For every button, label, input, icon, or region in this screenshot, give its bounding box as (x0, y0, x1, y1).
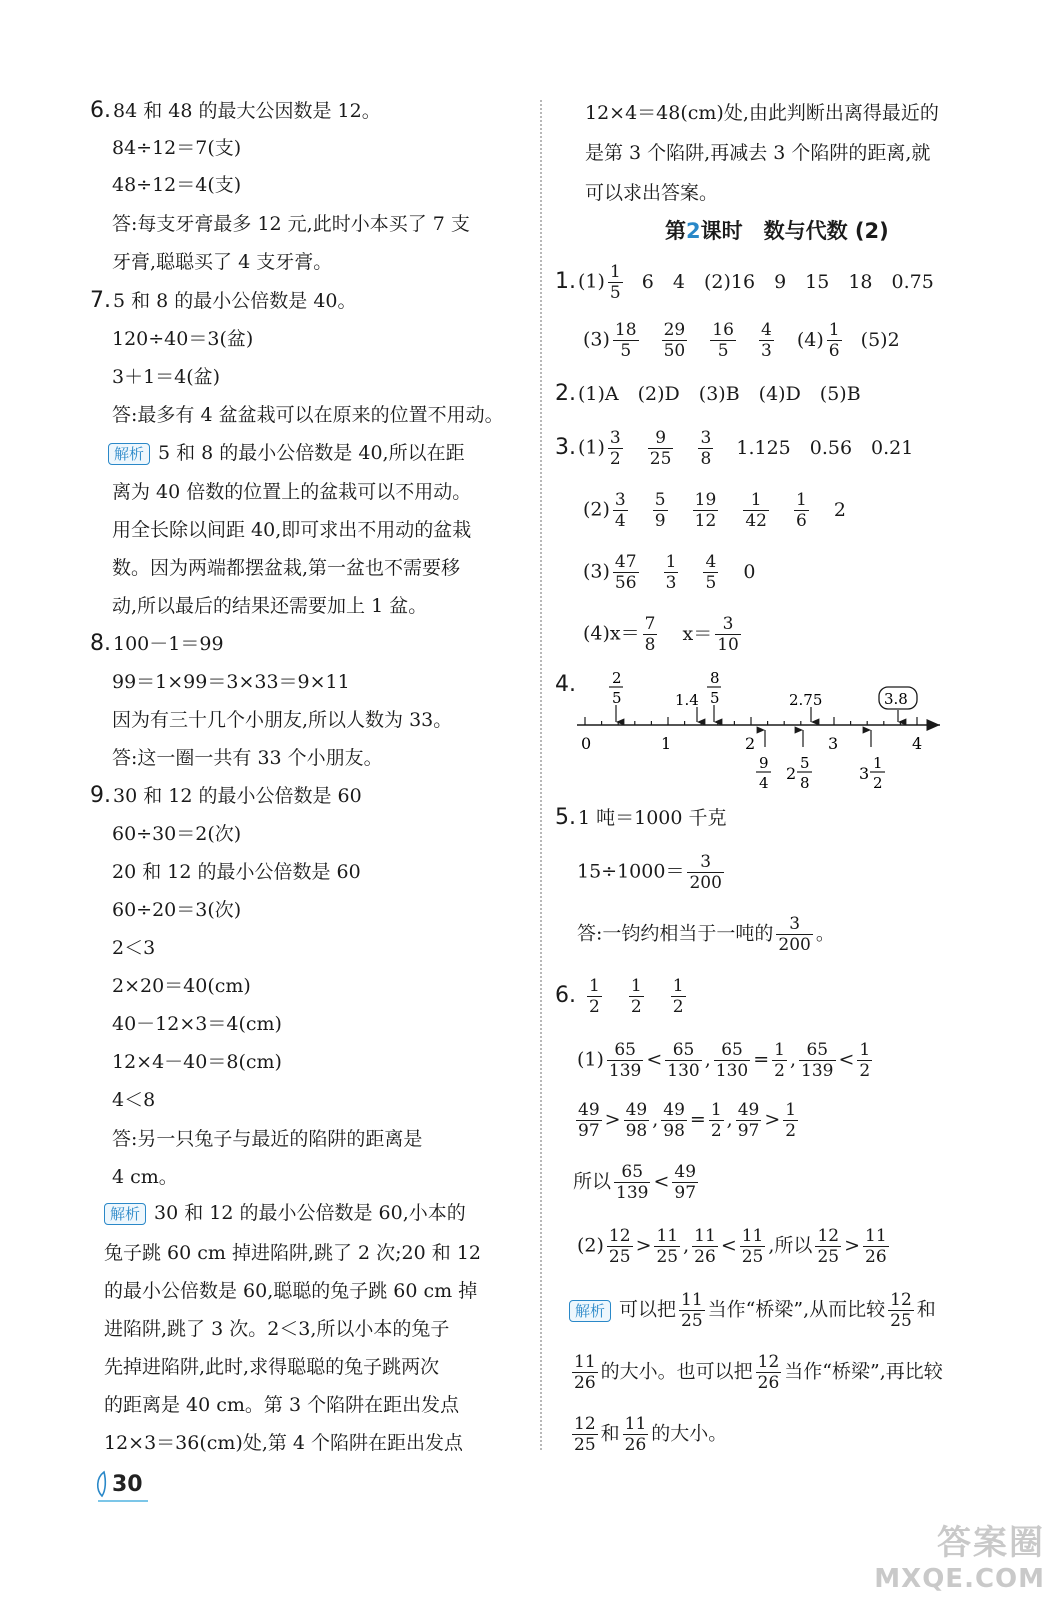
label-9-4-num: 9 (759, 754, 769, 772)
q7-analysis-1: 解析 5 和 8 的最小公倍数是 40,所以在距 (108, 440, 465, 466)
q9-line2: 60÷30＝2(次) (112, 823, 242, 845)
label-4: 4 (912, 734, 923, 753)
label-0: 0 (581, 734, 592, 753)
q7-analysis-5: 动,所以最后的结果还需要加上 1 盆。 (112, 595, 428, 617)
q5-line1: 5. 1 吨＝1000 千克 (555, 805, 727, 830)
fraction: $\frac{4}{3}$ (760, 320, 772, 361)
number-line-ticks (585, 717, 917, 725)
fraction: $\frac{1}{6}$ (828, 320, 840, 361)
label-8-5-num: 8 (710, 669, 720, 687)
label-2-5-num: 2 (612, 669, 622, 687)
q6-line3: 48÷12＝4(支) (112, 174, 242, 196)
fraction: $\frac{16}{5}$ (712, 320, 734, 361)
q7-line2: 120÷40＝3(盆) (112, 328, 254, 350)
fraction: $\frac{4}{5}$ (705, 552, 717, 593)
continued-line2: 是第 3 个陷阱,再减去 3 个陷阱的距离,就 (585, 142, 931, 164)
label-2-5-8-den: 8 (800, 774, 810, 792)
fraction: $\frac{11}{25}$ (681, 1290, 703, 1331)
q8-line2: 99＝1×99＝3×33＝9×11 (112, 671, 350, 693)
q1-row1: 1. (1) $\frac{1}{5}$ 6 4 (2)16 9 15 18 0.75 (555, 262, 934, 303)
fraction: $\frac{29}{50}$ (663, 320, 686, 361)
label-3-1-2-num: 1 (873, 754, 883, 772)
q8-line1: 8. 100－1＝99 (90, 631, 224, 656)
label-8-5-den: 5 (710, 689, 720, 707)
lesson-heading: 第2课时 数与代数 (2) (665, 219, 889, 243)
fraction: $\frac{11}{25}$ (741, 1226, 764, 1267)
q9-line6: 2×20＝40(cm) (112, 975, 251, 997)
fraction: $\frac{12}{25}$ (817, 1226, 840, 1267)
fraction: $\frac{1}{2}$ (785, 1100, 797, 1141)
fraction: $\frac{3}{200}$ (689, 852, 722, 893)
q9-line3: 20 和 12 的最小公倍数是 60 (112, 861, 361, 883)
label-1-4: 1.4 (675, 691, 699, 709)
continued-line1: 12×4＝48(cm)处,由此判断出离得最近的 (585, 102, 939, 124)
q7-line1: 7. 5 和 8 的最小公倍数是 40。 (90, 288, 357, 313)
label-2: 2 (745, 734, 756, 753)
label-1: 1 (661, 734, 672, 753)
fraction: $\frac{7}{8}$ (644, 614, 656, 655)
q3-row4: (4)x＝ $\frac{7}{8}$ x＝ $\frac{3}{10}$ (583, 614, 739, 655)
q9-analysis-6: 的距离是 40 cm。第 3 个陷阱在距出发点 (104, 1394, 460, 1416)
column-divider (540, 100, 542, 1450)
q2-line: 2. (1)A (2)D (3)B (4)D (5)B (555, 381, 861, 406)
q6-row2: (1) $\frac{65}{139}$ < $\frac{65}{130}$ , $\frac{65}{130}$ = $\frac{1}{2}$ , $\frac{65}{139}$ < $\frac{1}{2}$ (577, 1040, 871, 1081)
q6-analysis-3: $\frac{12}{25}$ 和 $\frac{11}{26}$ 的大小。 (574, 1414, 728, 1455)
fraction: $\frac{1}{42}$ (745, 490, 767, 531)
continued-line3: 可以求出答案。 (585, 182, 719, 204)
fraction: $\frac{65}{139}$ (801, 1040, 834, 1081)
fraction: $\frac{65}{130}$ (715, 1040, 749, 1081)
q9-line1: 9. 30 和 12 的最小公倍数是 60 (90, 783, 362, 808)
q7-analysis-2: 离为 40 倍数的位置上的盆栽可以不用动。 (112, 481, 472, 503)
label-2-5-den: 5 (612, 689, 622, 707)
fraction: $\frac{1}{2}$ (589, 976, 600, 1017)
q9-line11: 4 cm。 (112, 1166, 178, 1188)
fraction: $\frac{1}{3}$ (665, 552, 677, 593)
q5-answer: 答:一钧约相当于一吨的 $\frac{3}{200}$ 。 (577, 914, 835, 955)
fraction: $\frac{3}{8}$ (700, 428, 712, 469)
fraction: $\frac{18}{5}$ (614, 320, 637, 361)
q9-line8: 12×4－40＝8(cm) (112, 1051, 282, 1073)
fraction: $\frac{3}{10}$ (717, 614, 739, 655)
fraction: $\frac{1}{2}$ (774, 1040, 785, 1081)
fraction: $\frac{11}{26}$ (694, 1226, 716, 1267)
fraction: $\frac{11}{26}$ (865, 1226, 887, 1267)
fraction: $\frac{47}{56}$ (614, 552, 637, 593)
q9-analysis-7: 12×3＝36(cm)处,第 4 个陷阱在距出发点 (104, 1432, 464, 1454)
q8-line4: 答:这一圈一共有 33 个小朋友。 (112, 747, 383, 769)
fraction: $\frac{65}{139}$ (608, 1040, 642, 1081)
q7-analysis-3: 用全长除以间距 40,即可求出不用动的盆栽 (112, 519, 472, 541)
fraction: $\frac{3}{200}$ (778, 914, 811, 955)
fraction: $\frac{1}{6}$ (796, 490, 807, 531)
q9-line4: 60÷20＝3(次) (112, 899, 242, 921)
q6-line2: 84÷12＝7(支) (112, 137, 242, 159)
q6-analysis-1: 解析 可以把 $\frac{11}{25}$ 当作“桥梁”,从而比较 $\frac{12}{25}$ 和 (569, 1290, 936, 1331)
fraction: $\frac{65}{139}$ (616, 1162, 649, 1203)
q9-analysis-1: 解析 30 和 12 的最小公倍数是 60,小本的 (104, 1200, 466, 1226)
label-3-1-2-den: 2 (873, 774, 883, 792)
label-3-8: 3.8 (884, 690, 908, 708)
label-2-5-8-whole: 2 (786, 764, 797, 783)
label-2-75: 2.75 (789, 691, 823, 709)
fraction: $\frac{49}{97}$ (737, 1100, 760, 1141)
q5-line2: 15÷1000＝ $\frac{3}{200}$ (577, 852, 722, 893)
q6-line1: 6. 84 和 48 的最大公因数是 12。 (90, 98, 381, 123)
q9-analysis-2: 兔子跳 60 cm 掉进陷阱,跳了 2 次;20 和 12 (104, 1242, 481, 1264)
fraction: $\frac{49}{98}$ (625, 1100, 648, 1141)
fraction: $\frac{49}{97}$ (674, 1162, 697, 1203)
fraction: $\frac{1}{2}$ (710, 1100, 722, 1141)
number-line-figure (575, 665, 975, 800)
q6-analysis-2: $\frac{11}{26}$ 的大小。也可以把 $\frac{12}{26}$ 当作“桥梁”,再比较 (574, 1352, 943, 1393)
q3-row1: 3. (1) $\frac{3}{2}$ $\frac{9}{25}$ $\frac{3}{8}$ 1.125 0.56 0.21 (555, 428, 914, 469)
q8-line3: 因为有三十几个小朋友,所以人数为 33。 (112, 709, 453, 731)
fraction: $\frac{1}{2}$ (859, 1040, 871, 1081)
fraction: $\frac{5}{9}$ (654, 490, 666, 531)
q6-row3: $\frac{49}{97}$ > $\frac{49}{98}$ , $\frac{49}{98}$ = $\frac{1}{2}$ , $\frac{49}{97}$ > $\frac{1}{2}$ (578, 1100, 797, 1141)
fraction: $\frac{49}{97}$ (578, 1100, 600, 1141)
analysis-tag: 解析 (104, 1203, 146, 1225)
q9-line5: 2＜3 (112, 937, 156, 959)
analysis-tag: 解析 (108, 443, 150, 465)
q4-number: 4. (555, 672, 576, 697)
q6-row1: 6. $\frac{1}{2}$ $\frac{1}{2}$ $\frac{1}{2}$ (555, 976, 684, 1017)
fraction: $\frac{12}{25}$ (890, 1290, 912, 1331)
fraction: $\frac{11}{25}$ (656, 1226, 679, 1267)
q9-line7: 40－12×3＝4(cm) (112, 1013, 282, 1035)
fraction: $\frac{49}{98}$ (663, 1100, 685, 1141)
q9-analysis-3: 的最小公倍数是 60,聪聪的兔子跳 60 cm 掉 (104, 1280, 478, 1302)
label-3: 3 (828, 734, 839, 753)
q6-row5: (2) $\frac{12}{25}$ > $\frac{11}{25}$ , $\frac{11}{26}$ < $\frac{11}{25}$ ,所以 $\frac{12}{25}$ > $\frac{11}{26}$ (577, 1226, 887, 1267)
q6-row4: 所以 $\frac{65}{139}$ < $\frac{49}{97}$ (573, 1162, 697, 1203)
fraction: $\frac{12}{26}$ (757, 1352, 780, 1393)
fraction: $\frac{3}{2}$ (609, 428, 621, 469)
q9-analysis-4: 进陷阱,跳了 3 次。2＜3,所以小本的兔子 (104, 1318, 450, 1340)
q9-line10: 答:另一只兔子与最近的陷阱的距离是 (112, 1128, 423, 1150)
fraction: $\frac{12}{25}$ (608, 1226, 631, 1267)
page-number-underline (98, 1500, 148, 1502)
fraction: $\frac{1}{2}$ (630, 976, 642, 1017)
q3-row2: (2) $\frac{3}{4}$ $\frac{5}{9}$ $\frac{19}{12}$ $\frac{1}{42}$ $\frac{1}{6}$ 2 (583, 490, 847, 531)
label-3-1-2-whole: 3 (859, 764, 870, 783)
analysis-tag: 解析 (569, 1300, 611, 1322)
fraction: $\frac{11}{26}$ (624, 1414, 647, 1455)
page-number: 30 (112, 1472, 143, 1497)
leaf-icon (94, 1470, 110, 1498)
fraction: $\frac{19}{12}$ (694, 490, 717, 531)
q1-row2: (3) $\frac{18}{5}$ $\frac{29}{50}$ $\frac{16}{5}$ $\frac{4}{3}$ (4) $\frac{1}{6}$ (5)2 (583, 320, 900, 361)
q7-line3: 3＋1＝4(盆) (112, 366, 221, 388)
fraction: $\frac{65}{130}$ (667, 1040, 700, 1081)
fraction: $\frac{1}{2}$ (672, 976, 684, 1017)
fraction: $\frac{9}{25}$ (649, 428, 672, 469)
label-2-5-8-num: 5 (800, 754, 810, 772)
label-9-4-den: 4 (759, 774, 769, 792)
q7-analysis-4: 数。因为两端都摆盆栽,第一盆也不需要移 (112, 557, 461, 579)
q3-row3: (3) $\frac{47}{56}$ $\frac{1}{3}$ $\frac{4}{5}$ 0 (583, 552, 756, 593)
fraction: $\frac{11}{26}$ (574, 1352, 596, 1393)
fraction: $\frac{12}{25}$ (574, 1414, 596, 1455)
fraction: $\frac{1}{5}$ (609, 262, 621, 303)
q6-line4: 答:每支牙膏最多 12 元,此时小本买了 7 支 (112, 213, 470, 235)
watermark: 答案圈 MXQE.COM (874, 1523, 1045, 1594)
q9-analysis-5: 先掉进陷阱,此时,求得聪聪的兔子跳两次 (104, 1356, 440, 1378)
q9-line9: 4＜8 (112, 1089, 156, 1111)
fraction: $\frac{3}{4}$ (614, 490, 626, 531)
q7-line4: 答:最多有 4 盆盆栽可以在原来的位置不用动。 (112, 404, 504, 426)
q6-line5: 牙膏,聪聪买了 4 支牙膏。 (112, 251, 333, 273)
